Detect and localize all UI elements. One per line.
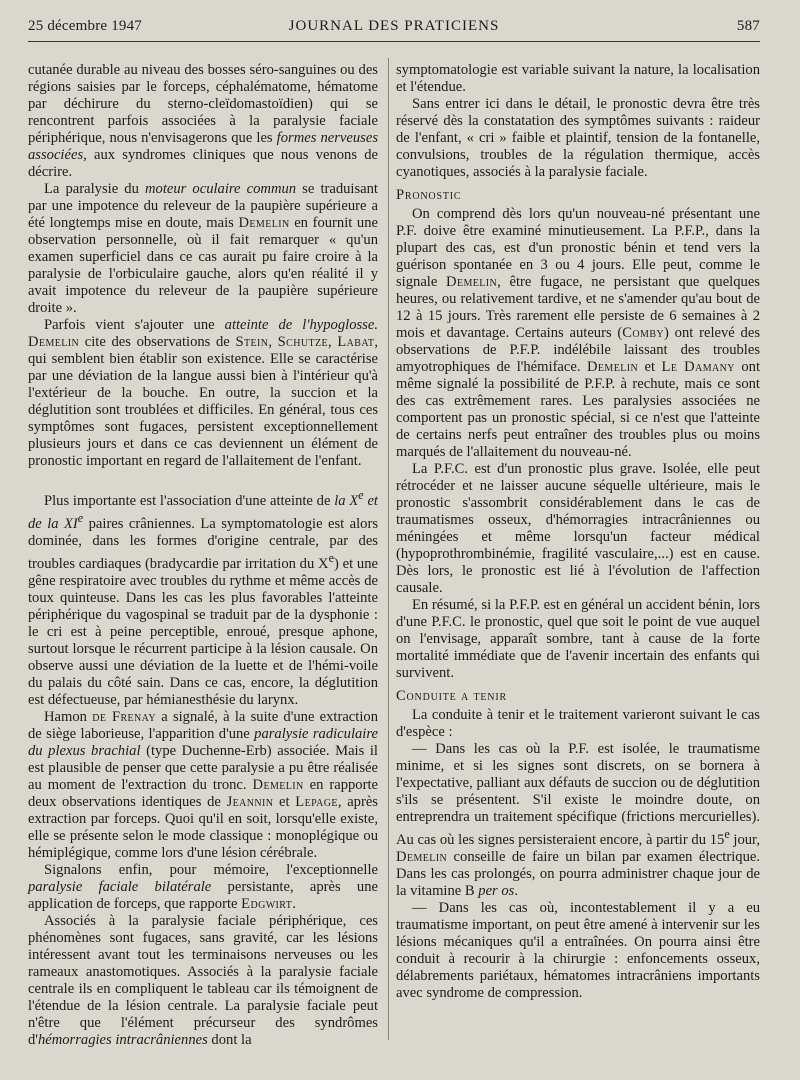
author-name: Demelin: [252, 776, 304, 793]
author-name: Jeannin: [226, 793, 274, 810]
journal-title: JOURNAL DES PRATICIENS: [288, 18, 500, 34]
paragraph: — Dans les cas où la P.F. est isolée, le traumatisme minime, et si les signes sont discrets, on se bornera à l'expectative, palliant aux défauts de succion ou de déglutition s'ils se présentent. S'il existe le moindre doute, on entreprendra un traitement spécifique (frictions mercurielles). Au cas où les signes persisteraient encore, à partir du 15e jour, Demelin conseille de faire un bilan par examen électrique. Dans les cas prolongés, on pourra administrer chaque jour de la vitamine B per os.: [396, 741, 760, 899]
author-name: Comby: [622, 325, 665, 341]
left-column: [28, 62, 378, 1049]
paragraph: La paralysie du moteur oculaire commun se traduisant par une impotence du releveur de la paupière supérieure a été longtemps mise en doute, mais Demelin en fournit une observation personnelle, où il fait remarquer « qu'un examen superficiel dans ce cas aurait pu faire croire à la paralysie de l'orbiculaire gauche, alors qu'en réalité il y avait impotence du releveur de la paupière supérieure droite ».: [28, 181, 378, 316]
paragraph: Signalons enfin, pour mémoire, l'exceptionnelle paralysie faciale bilatérale persistante, après une application de forceps, que rapporte Edgwirt.: [28, 861, 378, 912]
paragraph: Associés à la paralysie faciale périphérique, ces phénomènes sont fugaces, sans gravité, car les lésions intéressent avant tout les terminaisons nerveuses ou les rameaux anastomotiques. Associés à la paralysie faciale centrale ils en compliquent le tableau car ils témoignent de l'étendue de la lésion centrale. La paralysie faciale peut n'être que l'élément précurseur des syndrômes d'hémorragies intracrâniennes dont la: [28, 912, 378, 1048]
author-name: Le Damany: [661, 359, 735, 375]
paragraph: symptomatologie est variable suivant la nature, la localisation et l'étendue.: [396, 62, 760, 95]
header-rule: [28, 41, 760, 42]
paragraph: Hamon de Frenay a signalé, à la suite d'une extraction de siège laborieuse, l'apparition d'une paralysie radiculaire du plexus brachial (type Duchenne-Erb) associée. Mais il est plausible de penser que cette paralysie a pu être réalisée au moment de l'extraction du tronc. Demelin en rapporte deux observations identiques de Jeannin et Lepage, après extraction par forceps. Quoi qu'il en soit, lorsqu'elle existe, elle se présente selon le mode classique : monoplégique ou hémiplégique, comme lors d'une lésion cérébrale.: [28, 708, 378, 861]
author-name: Demelin: [28, 334, 80, 350]
section-heading-pronostic: Pronostic: [396, 187, 462, 203]
section-heading-conduite: Conduite a tenir: [396, 688, 507, 704]
paragraph: En résumé, si la P.F.P. est en général un accident bénin, lors d'une P.F.C. le pronostic, quel que soit le point de vue auquel on l'envisage, apparaît sombre, tant à cause de la forte mortalité immédiate que de l'avenir incertain des enfants qui survivent.: [396, 597, 760, 681]
author-name: Lepage: [295, 793, 338, 810]
page-number: 587: [736, 18, 760, 34]
column-divider: [388, 58, 389, 1040]
author-name: Schutze: [277, 334, 329, 350]
author-name: Demelin: [446, 274, 498, 290]
right-column: [396, 62, 760, 1002]
header-date: 25 décembre 1947: [28, 18, 142, 34]
paragraph: cutanée durable au niveau des bosses séro-sanguines ou des régions saisies par le forceps, céphalématome, hématome par déchirure du sterno-cleïdomastoïdien) qui se rencontrent parfois associées à la paralysie faciale périphérique, nous n'envisagerons que les formes nerveuses associées, aux syndromes cliniques que nous venons de décrire.: [28, 62, 378, 180]
author-name: de Frenay: [92, 708, 157, 725]
paragraph: La conduite à tenir et le traitement varieront suivant le cas d'espèce :: [396, 707, 760, 740]
paragraph: — Dans les cas où, incontestablement il y a eu traumatisme important, on peut être amené à intervenir sur les lésions mécaniques qu'il a entraînées. On pourra ainsi être conduit à recourir à la chirurgie : enfoncements osseux, délabrements pariétaux, hématomes intracrâniens importants avec syndrome de compression.: [396, 899, 760, 1001]
author-name: Stein: [235, 334, 269, 350]
author-name: Demelin: [238, 215, 290, 231]
author-name: Demelin: [586, 359, 639, 375]
paragraph: La P.F.C. est d'un pronostic plus grave. Isolée, elle peut rétrocéder et ne laisser aucune séquelle ultérieure, mais le pronostic s'assombrit considérablement dans le cas de traumatismes osseux, d'hémorragies intracrâniennes ou méningées et même lorsqu'un facteur médical (hypoprothrombinémie, fragilité vasculaire,...) est en cause. Dès lors, le pronostic est lié à l'évolution de l'affection causale.: [396, 461, 760, 596]
author-name: Demelin: [396, 848, 448, 865]
paragraph: Parfois vient s'ajouter une atteinte de l'hypoglosse. Demelin cite des observations de Stein, Schutze, Labat, qui semblent bien établir son existence. Elle se caractérise par une déviation de la langue aussi bien à l'intérieur qu'à l'extérieur de la bouche. En outre, la succion et la déglutition sont troublées et difficiles. En général, tous ces symptômes sont fugaces, persistent exceptionnellement plusieurs jours et dans ce cas deviennent un élément de pronostic important en regard de l'allaitement de l'enfant.: [28, 317, 379, 469]
running-header: [28, 18, 760, 40]
paragraph: Sans entrer ici dans le détail, le pronostic devra être très réservé dès la constatation des symptômes suivants : raideur de l'enfant, « cri » faible et plaintif, tension de la fontanelle, convulsions, troubles de la régulation thermique, accès cyanotiques, associés à la paralysie faciale.: [396, 96, 760, 180]
paragraph: Plus importante est l'association d'une atteinte de la Xe et de la XIe paires crâniennes. La symptomatologie est alors dominée, dans les formes d'origine centrale, par des troubles cardiaques (bradycardie par irritation du Xe) et une gêne respiratoire avec troubles du rythme et même accès de toux quinteuse. Dans les cas les plus favorables l'atteinte périphérique du vagospinal se traduit par de la dysphonie : le cri est à peine perceptible, enroué, presque aphone, surtout lorsque le récurrent participe à la lésion causale. On observe aussi une déviation de la luette et de l'hémi-voile du palais du côté sain. Dans ce cas, encore, la déglutition est défectueuse, par hémianesthésie du larynx.: [28, 488, 378, 708]
author-name: Labat: [337, 334, 375, 350]
paragraph: On comprend dès lors qu'un nouveau-né présentant une P.F. doive être examiné minutieusement. La P.F.P., dans la plupart des cas, est d'un pronostic bénin et tend vers la guérison spontanée en 3 ou 4 jours. Elle peut, comme le signale Demelin, être fugace, ne persistant que quelques heures, ou relativement tardive, et ne s'amender qu'au bout de 12 à 15 jours. Très rarement elle persiste de 6 semaines à 2 mois et davantage. Certains auteurs (Comby) ont relevé des observations de P.F.P. indélébile laissant des troubles amyotrophiques de l'hémiface. Demelin et Le Damany ont même signalé la possibilité de P.F.P. à rechute, mais ce sont des cas extrêmement rares. Les paralysies associées ne comportent pas un pronostic spécial, si ce n'est que l'atteinte de certains nerfs peut entraîner des troubles plus ou moins marqués de l'allaitement du nouveau-né.: [396, 206, 761, 460]
author-name: Edgwirt: [241, 895, 293, 912]
